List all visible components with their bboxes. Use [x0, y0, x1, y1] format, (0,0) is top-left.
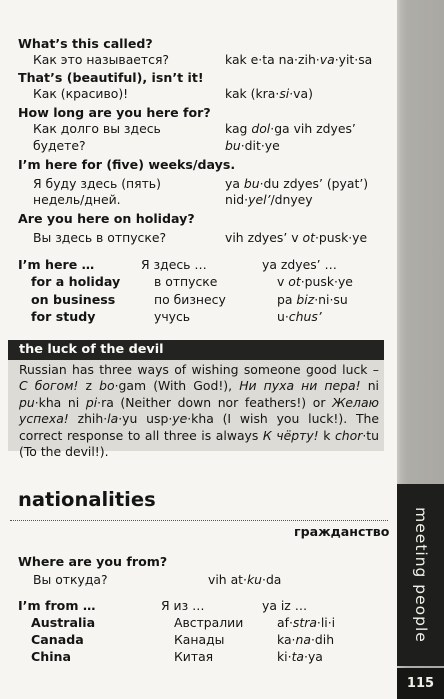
phrase-translit: nid·yel’/dnyey: [225, 192, 313, 207]
phrase-english: How long are you here for?: [18, 105, 211, 120]
info-box-title: the luck of the devil: [19, 342, 164, 357]
phrase-english: I’m here for (five) weeks/days.: [18, 157, 236, 172]
phrase-translit: kak (kra·si·va): [225, 86, 313, 101]
table-header-translit: ya iz …: [262, 598, 308, 613]
table-row-english: China: [31, 649, 71, 664]
table-row-english: on business: [31, 292, 116, 307]
phrase-english: What’s this called?: [18, 36, 153, 51]
table-row-russian: Канады: [174, 632, 225, 647]
table-row-translit: v ot·pusk·ye: [277, 274, 353, 289]
table-header-english: I’m from …: [18, 598, 96, 613]
table-row-translit: af·stra·li·i: [277, 615, 336, 630]
table-row-russian: по бизнесу: [154, 292, 226, 307]
table-header-russian: Я из …: [161, 598, 205, 613]
phrase-russian: Как долго вы здесь: [33, 121, 161, 136]
table-row-translit: pa biz·ni·su: [277, 292, 348, 307]
table-row-english: Canada: [31, 632, 84, 647]
phrase-russian: Как это называется?: [33, 52, 169, 67]
phrase-russian: Я буду здесь (пять): [33, 176, 161, 191]
section-title: nationalities: [18, 488, 156, 511]
phrase-russian: Вы откуда?: [33, 572, 108, 587]
section-divider: [10, 520, 388, 521]
info-box-body: Russian has three ways of wishing someone good luck – С богом! z bo·gam (With God!), Ни пуха ни пера! ni pu·kha ni pi·ra (Neither down nor feathers!) or Желаю успеха! zhih·la·yu usp·ye·kha (I wish you luck!). The correct response to all three is always К чёрту! k chor·tu (To the devil!).: [19, 362, 380, 460]
table-row-translit: ki·ta·ya: [277, 649, 323, 664]
table-header-translit: ya zdyes’ …: [262, 257, 337, 272]
table-header-russian: Я здесь …: [141, 257, 207, 272]
phrase-english: That’s (beautiful), isn’t it!: [18, 70, 204, 85]
phrase-translit: kak e·ta na·zih·va·yit·sa: [225, 52, 373, 67]
table-row-russian: Австралии: [174, 615, 244, 630]
table-row-english: for a holiday: [31, 274, 121, 289]
phrase-russian: недель/дней.: [33, 192, 121, 207]
chapter-label-text: meeting people: [412, 507, 430, 643]
info-box-header: [8, 340, 384, 360]
chapter-label: [398, 484, 444, 666]
table-header-english: I’m here …: [18, 257, 95, 272]
table-row-russian: учусь: [154, 309, 191, 324]
phrase-translit: vih at·ku·da: [208, 572, 282, 587]
phrase-translit: vih zdyes’ v ot·pusk·ye: [225, 230, 368, 245]
table-row-english: for study: [31, 309, 96, 324]
table-row-russian: в отпуске: [154, 274, 218, 289]
phrase-translit: kag dol·ga vih zdyes’: [225, 121, 356, 136]
phrase-english: Where are you from?: [18, 554, 168, 569]
phrase-translit: bu·dit·ye: [225, 138, 280, 153]
page-number: 115: [397, 668, 444, 699]
section-russian-title: гражданство: [294, 524, 390, 539]
phrase-russian: Вы здесь в отпуске?: [33, 230, 167, 245]
table-row-russian: Китая: [174, 649, 214, 664]
table-row-translit: u·chus’: [277, 309, 322, 324]
phrase-russian: Как (красиво)!: [33, 86, 129, 101]
phrase-english: Are you here on holiday?: [18, 211, 195, 226]
table-row-translit: ka·na·dih: [277, 632, 335, 647]
phrase-translit: ya bu·du zdyes’ (pyat’): [225, 176, 369, 191]
phrase-russian: будете?: [33, 138, 86, 153]
table-row-english: Australia: [31, 615, 96, 630]
